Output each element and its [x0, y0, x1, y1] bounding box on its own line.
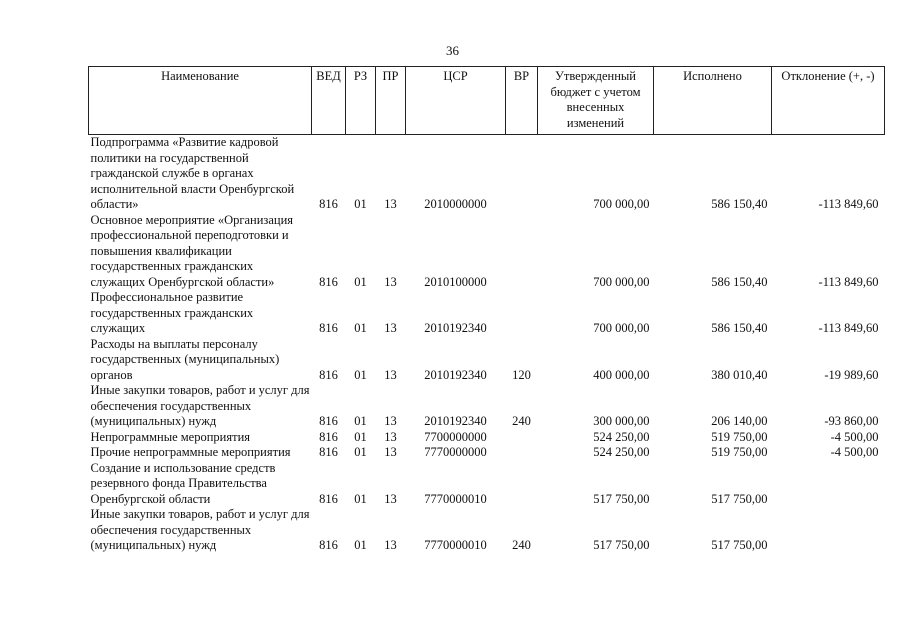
header-deviation: Отклонение (+, -)	[772, 67, 885, 135]
row-name: Расходы на выплаты персоналу государственных (муниципальных) органов	[90, 336, 280, 382]
row-name: Прочие непрограммные мероприятия	[90, 445, 291, 459]
row-ved: 816	[319, 538, 338, 552]
row-deviation	[772, 507, 885, 554]
row-csr: 7700000000	[424, 429, 487, 444]
row-ved: 816	[319, 321, 338, 335]
page-number: 36	[446, 43, 459, 58]
row-pr: 13	[384, 429, 397, 444]
row-executed: 586 150,40	[711, 274, 768, 289]
table-row	[89, 507, 885, 554]
row-deviation: -113 849,60	[818, 274, 879, 289]
table-row	[89, 135, 885, 213]
row-executed: 586 150,40	[711, 321, 768, 335]
row-approved: 700 000,00	[593, 274, 650, 289]
header-row	[89, 67, 885, 135]
row-deviation: -4 500,00	[830, 429, 879, 444]
row-vr	[506, 430, 538, 446]
row-name: Создание и использование средств резервного фонда Правительства Оренбургской области	[90, 460, 276, 506]
row-deviation	[772, 461, 885, 508]
row-pr: 13	[384, 274, 397, 289]
row-approved: 700 000,00	[593, 197, 650, 211]
row-pr: 13	[384, 491, 397, 506]
row-pr: 13	[384, 445, 397, 459]
row-rz: 01	[354, 274, 367, 289]
header-ved: ВЕД	[312, 67, 346, 135]
row-pr: 13	[384, 538, 397, 552]
table-row	[89, 337, 885, 384]
row-executed: 519 750,00	[711, 429, 768, 444]
row-name: Основное мероприятие «Организация профессиональной переподготовки и повышения квалификации государственных гражданских служащих Оренбургской области»	[90, 212, 294, 289]
row-approved: 700 000,00	[593, 321, 650, 335]
row-executed: 519 750,00	[711, 445, 768, 459]
row-deviation: -93 860,00	[824, 414, 879, 428]
row-csr: 2010000000	[424, 197, 487, 211]
row-approved: 400 000,00	[593, 367, 650, 382]
row-vr: 120	[512, 367, 531, 382]
row-ved: 816	[319, 197, 338, 211]
row-executed: 380 010,40	[711, 367, 768, 382]
row-pr: 13	[384, 321, 397, 335]
row-csr: 7770000000	[424, 445, 487, 459]
row-ved: 816	[319, 429, 338, 444]
table-row	[89, 430, 885, 446]
row-rz: 01	[354, 429, 367, 444]
header-csr: ЦСР	[406, 67, 506, 135]
row-ved: 816	[319, 274, 338, 289]
row-executed: 517 750,00	[711, 538, 768, 552]
header-vr: ВР	[506, 67, 538, 135]
row-vr	[506, 213, 538, 291]
row-name: Непрограммные мероприятия	[90, 429, 251, 444]
row-ved: 816	[319, 367, 338, 382]
header-approved: Утвержденный бюджет с учетом внесенных изменений	[538, 67, 654, 135]
row-executed: 206 140,00	[711, 414, 768, 428]
row-approved: 300 000,00	[593, 414, 650, 428]
row-vr	[506, 445, 538, 461]
row-name: Профессиональное развитие государственных гражданских служащих	[90, 290, 254, 335]
row-rz: 01	[354, 197, 367, 211]
table-row	[89, 290, 885, 337]
row-executed: 517 750,00	[711, 491, 768, 506]
row-csr: 2010192340	[424, 367, 487, 382]
row-vr: 240	[512, 414, 531, 428]
row-vr: 240	[512, 538, 531, 552]
row-vr	[506, 461, 538, 508]
row-name: Подпрограмма «Развитие кадровой политики на государственной гражданской службе в органах исполнительной власти Оренбургской области»	[90, 135, 295, 211]
row-csr: 2010100000	[424, 274, 487, 289]
row-rz: 01	[354, 538, 367, 552]
row-rz: 01	[354, 445, 367, 459]
row-approved: 524 250,00	[593, 445, 650, 459]
row-csr: 7770000010	[424, 491, 487, 506]
table-row	[89, 213, 885, 291]
header-pr: ПР	[376, 67, 406, 135]
header-rz: РЗ	[346, 67, 376, 135]
table-row	[89, 445, 885, 461]
budget-table	[88, 66, 885, 554]
row-rz: 01	[354, 367, 367, 382]
row-pr: 13	[384, 197, 397, 211]
row-rz: 01	[354, 491, 367, 506]
row-deviation: -113 849,60	[818, 321, 879, 335]
row-vr	[506, 135, 538, 213]
row-rz: 01	[354, 414, 367, 428]
table-row	[89, 383, 885, 430]
row-approved: 517 750,00	[593, 491, 650, 506]
row-deviation: -113 849,60	[818, 197, 879, 211]
row-ved: 816	[319, 414, 338, 428]
header-executed: Исполнено	[654, 67, 772, 135]
row-pr: 13	[384, 367, 397, 382]
row-approved: 524 250,00	[593, 429, 650, 444]
header-name: Наименование	[89, 67, 312, 135]
row-ved: 816	[319, 491, 338, 506]
table-row	[89, 461, 885, 508]
row-vr	[506, 290, 538, 337]
row-approved: 517 750,00	[593, 538, 650, 552]
row-name: Иные закупки товаров, работ и услуг для обеспечения государственных (муниципальных) нужд	[90, 507, 310, 552]
row-ved: 816	[319, 445, 338, 459]
row-deviation: -19 989,60	[824, 367, 879, 382]
row-executed: 586 150,40	[711, 197, 768, 211]
row-name: Иные закупки товаров, работ и услуг для обеспечения государственных (муниципальных) нужд	[90, 383, 310, 428]
row-rz: 01	[354, 321, 367, 335]
row-pr: 13	[384, 414, 397, 428]
row-csr: 2010192340	[424, 321, 487, 335]
row-deviation: -4 500,00	[830, 445, 879, 459]
row-csr: 7770000010	[424, 538, 487, 552]
row-csr: 2010192340	[424, 414, 487, 428]
